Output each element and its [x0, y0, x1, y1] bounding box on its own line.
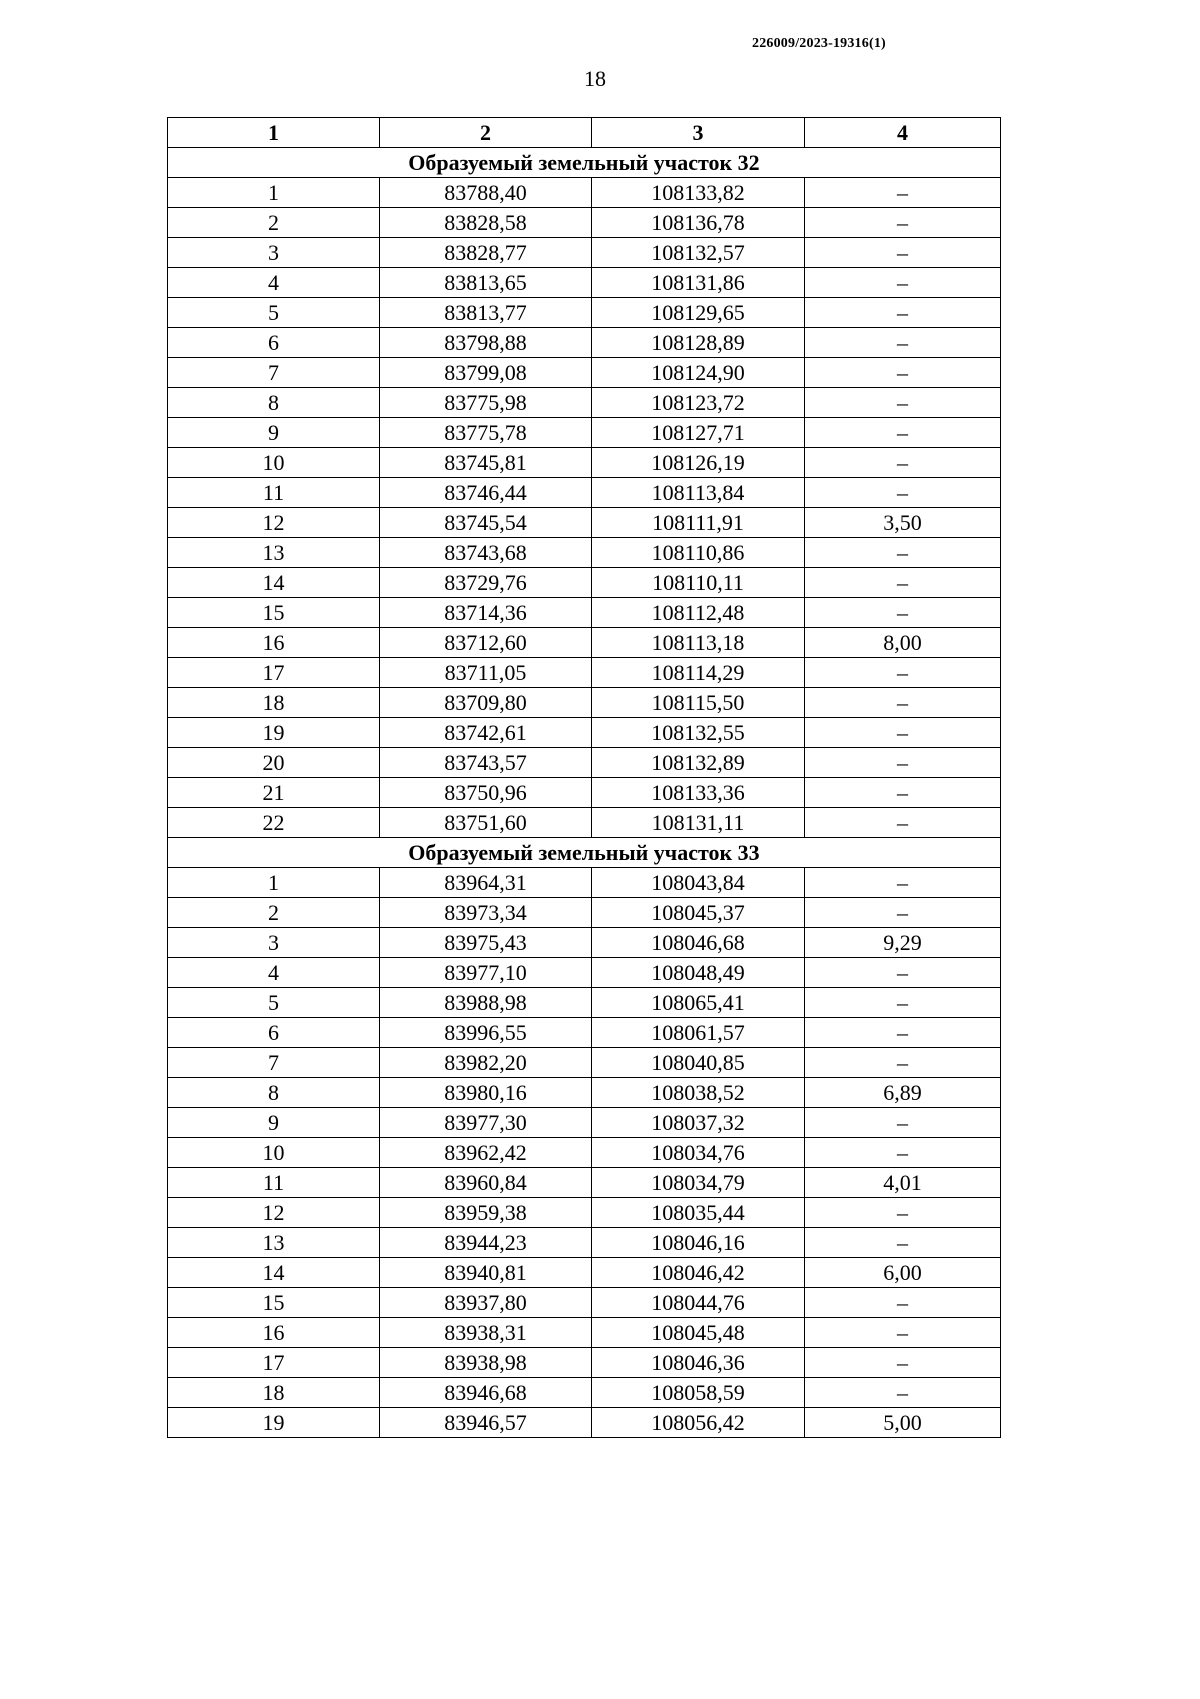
x-coordinate-cell: 83828,58 — [380, 208, 592, 238]
column-4-cell: – — [805, 958, 1001, 988]
x-coordinate-cell: 83964,31 — [380, 868, 592, 898]
x-coordinate-cell: 83813,65 — [380, 268, 592, 298]
point-number-cell: 9 — [168, 1108, 380, 1138]
column-4-cell: – — [805, 568, 1001, 598]
y-coordinate-cell: 108132,89 — [592, 748, 805, 778]
column-4-cell: – — [805, 1048, 1001, 1078]
column-4-cell: – — [805, 988, 1001, 1018]
section-title: Образуемый земельный участок 33 — [168, 838, 1001, 868]
point-number-cell: 13 — [168, 538, 380, 568]
point-number-cell: 14 — [168, 568, 380, 598]
point-number-cell: 2 — [168, 208, 380, 238]
x-coordinate-cell: 83751,60 — [380, 808, 592, 838]
x-coordinate-cell: 83813,77 — [380, 298, 592, 328]
column-4-cell: – — [805, 1378, 1001, 1408]
x-coordinate-cell: 83828,77 — [380, 238, 592, 268]
x-coordinate-cell: 83982,20 — [380, 1048, 592, 1078]
point-number-cell: 1 — [168, 868, 380, 898]
y-coordinate-cell: 108110,11 — [592, 568, 805, 598]
table-row — [168, 1018, 1001, 1048]
table-header-row — [168, 118, 1001, 148]
point-number-cell: 9 — [168, 418, 380, 448]
column-4-cell: – — [805, 658, 1001, 688]
y-coordinate-cell: 108045,37 — [592, 898, 805, 928]
x-coordinate-cell: 83788,40 — [380, 178, 592, 208]
point-number-cell: 8 — [168, 388, 380, 418]
y-coordinate-cell: 108113,84 — [592, 478, 805, 508]
x-coordinate-cell: 83938,31 — [380, 1318, 592, 1348]
point-number-cell: 18 — [168, 1378, 380, 1408]
point-number-cell: 19 — [168, 718, 380, 748]
table-row — [168, 478, 1001, 508]
column-4-cell: – — [805, 868, 1001, 898]
point-number-cell: 15 — [168, 598, 380, 628]
section-title: Образуемый земельный участок 32 — [168, 148, 1001, 178]
x-coordinate-cell: 83743,68 — [380, 538, 592, 568]
table-row — [168, 538, 1001, 568]
x-coordinate-cell: 83799,08 — [380, 358, 592, 388]
x-coordinate-cell: 83798,88 — [380, 328, 592, 358]
y-coordinate-cell: 108112,48 — [592, 598, 805, 628]
column-4-cell: – — [805, 1138, 1001, 1168]
table-row — [168, 1198, 1001, 1228]
point-number-cell: 14 — [168, 1258, 380, 1288]
column-4-cell: – — [805, 748, 1001, 778]
y-coordinate-cell: 108124,90 — [592, 358, 805, 388]
column-4-cell: – — [805, 1288, 1001, 1318]
point-number-cell: 18 — [168, 688, 380, 718]
y-coordinate-cell: 108046,36 — [592, 1348, 805, 1378]
x-coordinate-cell: 83938,98 — [380, 1348, 592, 1378]
table-row — [168, 688, 1001, 718]
column-header-1: 1 — [168, 118, 380, 148]
column-4-cell: – — [805, 538, 1001, 568]
table-row — [168, 928, 1001, 958]
column-4-cell: – — [805, 208, 1001, 238]
x-coordinate-cell: 83988,98 — [380, 988, 592, 1018]
point-number-cell: 20 — [168, 748, 380, 778]
coordinates-table-body — [168, 118, 1001, 1438]
point-number-cell: 4 — [168, 268, 380, 298]
y-coordinate-cell: 108038,52 — [592, 1078, 805, 1108]
table-row — [168, 1348, 1001, 1378]
point-number-cell: 6 — [168, 328, 380, 358]
table-row — [168, 808, 1001, 838]
point-number-cell: 17 — [168, 1348, 380, 1378]
y-coordinate-cell: 108058,59 — [592, 1378, 805, 1408]
y-coordinate-cell: 108046,42 — [592, 1258, 805, 1288]
section-title-row — [168, 148, 1001, 178]
table-row — [168, 238, 1001, 268]
column-4-cell: – — [805, 688, 1001, 718]
column-4-cell: – — [805, 898, 1001, 928]
table-row — [168, 268, 1001, 298]
x-coordinate-cell: 83775,78 — [380, 418, 592, 448]
x-coordinate-cell: 83937,80 — [380, 1288, 592, 1318]
column-4-cell: 4,01 — [805, 1168, 1001, 1198]
table-row — [168, 178, 1001, 208]
x-coordinate-cell: 83709,80 — [380, 688, 592, 718]
x-coordinate-cell: 83980,16 — [380, 1078, 592, 1108]
y-coordinate-cell: 108065,41 — [592, 988, 805, 1018]
x-coordinate-cell: 83745,54 — [380, 508, 592, 538]
point-number-cell: 22 — [168, 808, 380, 838]
table-row — [168, 508, 1001, 538]
x-coordinate-cell: 83962,42 — [380, 1138, 592, 1168]
point-number-cell: 17 — [168, 658, 380, 688]
point-number-cell: 19 — [168, 1408, 380, 1438]
y-coordinate-cell: 108126,19 — [592, 448, 805, 478]
column-4-cell: – — [805, 358, 1001, 388]
table-row — [168, 418, 1001, 448]
table-row — [168, 658, 1001, 688]
column-4-cell: 9,29 — [805, 928, 1001, 958]
x-coordinate-cell: 83746,44 — [380, 478, 592, 508]
point-number-cell: 8 — [168, 1078, 380, 1108]
column-header-4: 4 — [805, 118, 1001, 148]
x-coordinate-cell: 83959,38 — [380, 1198, 592, 1228]
table-row — [168, 628, 1001, 658]
table-row — [168, 388, 1001, 418]
table-row — [168, 1168, 1001, 1198]
column-4-cell: 6,89 — [805, 1078, 1001, 1108]
table-row — [168, 1048, 1001, 1078]
table-row — [168, 1228, 1001, 1258]
point-number-cell: 13 — [168, 1228, 380, 1258]
x-coordinate-cell: 83973,34 — [380, 898, 592, 928]
x-coordinate-cell: 83946,68 — [380, 1378, 592, 1408]
y-coordinate-cell: 108046,68 — [592, 928, 805, 958]
y-coordinate-cell: 108043,84 — [592, 868, 805, 898]
y-coordinate-cell: 108132,55 — [592, 718, 805, 748]
y-coordinate-cell: 108034,76 — [592, 1138, 805, 1168]
page-number: 18 — [584, 66, 606, 91]
column-4-cell: – — [805, 178, 1001, 208]
column-4-cell: – — [805, 1228, 1001, 1258]
section-title-row — [168, 838, 1001, 868]
point-number-cell: 7 — [168, 358, 380, 388]
x-coordinate-cell: 83742,61 — [380, 718, 592, 748]
table-row — [168, 1408, 1001, 1438]
x-coordinate-cell: 83711,05 — [380, 658, 592, 688]
x-coordinate-cell: 83745,81 — [380, 448, 592, 478]
x-coordinate-cell: 83960,84 — [380, 1168, 592, 1198]
point-number-cell: 7 — [168, 1048, 380, 1078]
column-header-3: 3 — [592, 118, 805, 148]
y-coordinate-cell: 108061,57 — [592, 1018, 805, 1048]
y-coordinate-cell: 108133,82 — [592, 178, 805, 208]
point-number-cell: 21 — [168, 778, 380, 808]
y-coordinate-cell: 108035,44 — [592, 1198, 805, 1228]
point-number-cell: 3 — [168, 238, 380, 268]
column-4-cell: 5,00 — [805, 1408, 1001, 1438]
point-number-cell: 12 — [168, 1198, 380, 1228]
table-row — [168, 208, 1001, 238]
column-4-cell: – — [805, 298, 1001, 328]
point-number-cell: 1 — [168, 178, 380, 208]
table-row — [168, 958, 1001, 988]
coordinates-table — [167, 117, 1001, 1438]
x-coordinate-cell: 83712,60 — [380, 628, 592, 658]
x-coordinate-cell: 83996,55 — [380, 1018, 592, 1048]
table-row — [168, 298, 1001, 328]
table-row — [168, 898, 1001, 928]
y-coordinate-cell: 108111,91 — [592, 508, 805, 538]
point-number-cell: 16 — [168, 1318, 380, 1348]
table-row — [168, 988, 1001, 1018]
column-4-cell: – — [805, 268, 1001, 298]
point-number-cell: 16 — [168, 628, 380, 658]
x-coordinate-cell: 83977,10 — [380, 958, 592, 988]
column-4-cell: – — [805, 1108, 1001, 1138]
table-row — [168, 1108, 1001, 1138]
table-row — [168, 1138, 1001, 1168]
point-number-cell: 3 — [168, 928, 380, 958]
y-coordinate-cell: 108040,85 — [592, 1048, 805, 1078]
y-coordinate-cell: 108132,57 — [592, 238, 805, 268]
column-4-cell: – — [805, 388, 1001, 418]
x-coordinate-cell: 83743,57 — [380, 748, 592, 778]
x-coordinate-cell: 83940,81 — [380, 1258, 592, 1288]
point-number-cell: 5 — [168, 298, 380, 328]
y-coordinate-cell: 108037,32 — [592, 1108, 805, 1138]
y-coordinate-cell: 108129,65 — [592, 298, 805, 328]
point-number-cell: 10 — [168, 448, 380, 478]
table-row — [168, 868, 1001, 898]
table-row — [168, 328, 1001, 358]
point-number-cell: 2 — [168, 898, 380, 928]
table-row — [168, 778, 1001, 808]
table-row — [168, 718, 1001, 748]
column-4-cell: – — [805, 1348, 1001, 1378]
column-header-2: 2 — [380, 118, 592, 148]
x-coordinate-cell: 83714,36 — [380, 598, 592, 628]
point-number-cell: 11 — [168, 1168, 380, 1198]
point-number-cell: 5 — [168, 988, 380, 1018]
x-coordinate-cell: 83775,98 — [380, 388, 592, 418]
y-coordinate-cell: 108114,29 — [592, 658, 805, 688]
column-4-cell: 6,00 — [805, 1258, 1001, 1288]
point-number-cell: 10 — [168, 1138, 380, 1168]
y-coordinate-cell: 108110,86 — [592, 538, 805, 568]
table-row — [168, 1258, 1001, 1288]
column-4-cell: – — [805, 478, 1001, 508]
y-coordinate-cell: 108034,79 — [592, 1168, 805, 1198]
x-coordinate-cell: 83977,30 — [380, 1108, 592, 1138]
column-4-cell: – — [805, 238, 1001, 268]
table-row — [168, 568, 1001, 598]
column-4-cell: – — [805, 1318, 1001, 1348]
table-row — [168, 358, 1001, 388]
column-4-cell: 3,50 — [805, 508, 1001, 538]
table-row — [168, 1378, 1001, 1408]
x-coordinate-cell: 83729,76 — [380, 568, 592, 598]
column-4-cell: – — [805, 418, 1001, 448]
y-coordinate-cell: 108044,76 — [592, 1288, 805, 1318]
y-coordinate-cell: 108127,71 — [592, 418, 805, 448]
column-4-cell: 8,00 — [805, 628, 1001, 658]
y-coordinate-cell: 108123,72 — [592, 388, 805, 418]
point-number-cell: 12 — [168, 508, 380, 538]
table-row — [168, 748, 1001, 778]
column-4-cell: – — [805, 328, 1001, 358]
x-coordinate-cell: 83944,23 — [380, 1228, 592, 1258]
y-coordinate-cell: 108131,86 — [592, 268, 805, 298]
column-4-cell: – — [805, 1198, 1001, 1228]
y-coordinate-cell: 108046,16 — [592, 1228, 805, 1258]
column-4-cell: – — [805, 778, 1001, 808]
column-4-cell: – — [805, 718, 1001, 748]
table-row — [168, 1288, 1001, 1318]
y-coordinate-cell: 108128,89 — [592, 328, 805, 358]
y-coordinate-cell: 108045,48 — [592, 1318, 805, 1348]
point-number-cell: 15 — [168, 1288, 380, 1318]
x-coordinate-cell: 83946,57 — [380, 1408, 592, 1438]
column-4-cell: – — [805, 808, 1001, 838]
x-coordinate-cell: 83975,43 — [380, 928, 592, 958]
x-coordinate-cell: 83750,96 — [380, 778, 592, 808]
y-coordinate-cell: 108133,36 — [592, 778, 805, 808]
document-reference: 226009/2023-19316(1) — [752, 36, 886, 51]
y-coordinate-cell: 108131,11 — [592, 808, 805, 838]
column-4-cell: – — [805, 1018, 1001, 1048]
y-coordinate-cell: 108048,49 — [592, 958, 805, 988]
column-4-cell: – — [805, 598, 1001, 628]
y-coordinate-cell: 108136,78 — [592, 208, 805, 238]
y-coordinate-cell: 108115,50 — [592, 688, 805, 718]
point-number-cell: 4 — [168, 958, 380, 988]
column-4-cell: – — [805, 448, 1001, 478]
point-number-cell: 11 — [168, 478, 380, 508]
table-row — [168, 598, 1001, 628]
table-row — [168, 1078, 1001, 1108]
point-number-cell: 6 — [168, 1018, 380, 1048]
table-row — [168, 1318, 1001, 1348]
y-coordinate-cell: 108113,18 — [592, 628, 805, 658]
table-row — [168, 448, 1001, 478]
y-coordinate-cell: 108056,42 — [592, 1408, 805, 1438]
